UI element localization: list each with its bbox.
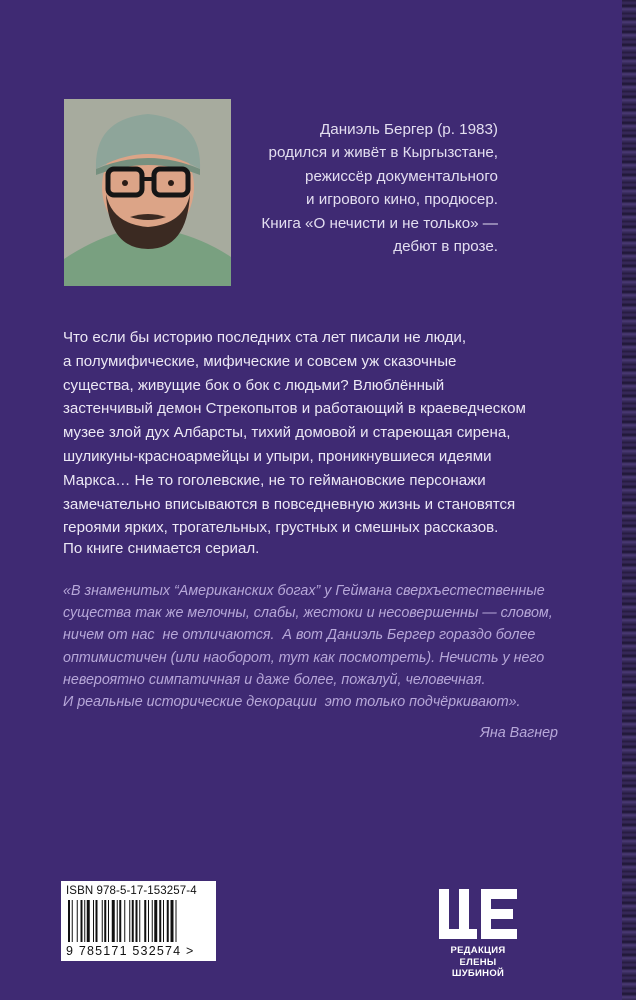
- description-line: музее злой дух Албарсты, тихий домовой и стареющая сирена,: [63, 424, 511, 442]
- barcode-bar: [148, 900, 149, 942]
- barcode-bar: [87, 900, 90, 942]
- barcode-bar: [176, 900, 177, 942]
- barcode-bar: [159, 900, 161, 942]
- publisher-name-line: РЕДАКЦИЯ: [450, 945, 506, 956]
- barcode-bar: [136, 900, 138, 942]
- quote-line: невероятно симпатичная и даже более, пожалуй, человечная.: [63, 671, 486, 688]
- book-description: [63, 326, 588, 540]
- description-line: застенчивый демон Стрекопытов и работающий в краеведческом: [63, 400, 526, 418]
- barcode-bar: [171, 900, 174, 942]
- publisher-name-line: ЕЛЕНЫ ШУБИНОЙ: [451, 957, 505, 979]
- series-note: По книге снимается сериал.: [63, 540, 260, 557]
- description-line: героями ярких, трогательных, грустных и смешных рассказов.: [63, 519, 499, 537]
- cover-edge-decoration: [622, 0, 636, 1000]
- barcode-bar: [163, 900, 164, 942]
- barcode-bar: [139, 900, 140, 942]
- barcode-bar: [119, 900, 121, 942]
- author-bio: [228, 118, 498, 258]
- description-line: Что если бы историю последних ста лет писали не люди,: [63, 329, 467, 346]
- barcode-bar: [102, 900, 103, 942]
- barcode-bar: [129, 900, 130, 942]
- barcode-bar: [84, 900, 85, 942]
- barcode-digits: 9 785171 532574 >: [66, 944, 195, 958]
- author-bio-line: родился и живёт в Кыргызстане,: [268, 144, 498, 162]
- description-line: замечательно вписываются в повседневную жизнь и становятся: [63, 495, 516, 513]
- author-bio-line: дебют в прозе.: [393, 238, 498, 256]
- barcode-bar: [154, 900, 157, 942]
- barcode-bar: [96, 900, 98, 942]
- barcode-bar: [81, 900, 83, 942]
- barcode-bar: [124, 900, 125, 942]
- author-bio-line: Книга «О нечисти и не только» —: [261, 214, 498, 232]
- description-line: шуликуны-красноармейцы и упыри, проникнувшиеся идеями: [63, 447, 492, 465]
- barcode-bar: [112, 900, 115, 942]
- isbn-label: ISBN 978-5-17-153257-4: [66, 885, 197, 897]
- quote-author: Яна Вагнер: [480, 725, 558, 741]
- barcode: [61, 881, 216, 961]
- author-bio-line: и игрового кино, продюсер.: [306, 191, 498, 209]
- quote-line: И реальные исторические декорации это только подчёркивают».: [63, 694, 521, 711]
- author-bio-line: режиссёр документального: [305, 167, 498, 185]
- author-bio-line: Даниэль Бергер (р. 1983): [320, 121, 498, 138]
- barcode-bar: [132, 900, 134, 942]
- barcode-bar: [104, 900, 106, 942]
- description-line: существа, живущие бок о бок с людьми? Влюблённый: [63, 376, 445, 394]
- quote-line: существа так же мелочны, слабы, жестоки и несовершенны — словом,: [63, 605, 553, 622]
- quote-line: оптимистичен (или наоборот, тут как посмотреть). Нечисть у него: [63, 649, 545, 666]
- author-photo: [64, 99, 231, 286]
- description-line: а полумифические, мифические и совсем уж сказочные: [63, 352, 457, 370]
- barcode-bar: [72, 900, 73, 942]
- barcode-bar: [68, 900, 70, 942]
- description-line: Маркса… Не то гоголевские, не то геймановские персонажи: [63, 471, 486, 489]
- barcode-bar: [93, 900, 94, 942]
- barcode-bar: [108, 900, 109, 942]
- barcode-bar: [152, 900, 153, 942]
- barcode-bar: [77, 900, 78, 942]
- barcode-bar: [144, 900, 146, 942]
- review-quote: [63, 580, 563, 713]
- barcode-bar: [167, 900, 169, 942]
- quote-line: ничем от нас не отличаются. А вот Даниэль Бергер гораздо более: [63, 627, 536, 644]
- publisher-logo-icon: [435, 883, 521, 943]
- barcode-bars: [66, 900, 211, 944]
- publisher-logo: [433, 881, 523, 979]
- quote-line: «В знаменитых “Американских богах” у Геймана сверхъестественные: [63, 583, 545, 599]
- barcode-bar: [117, 900, 118, 942]
